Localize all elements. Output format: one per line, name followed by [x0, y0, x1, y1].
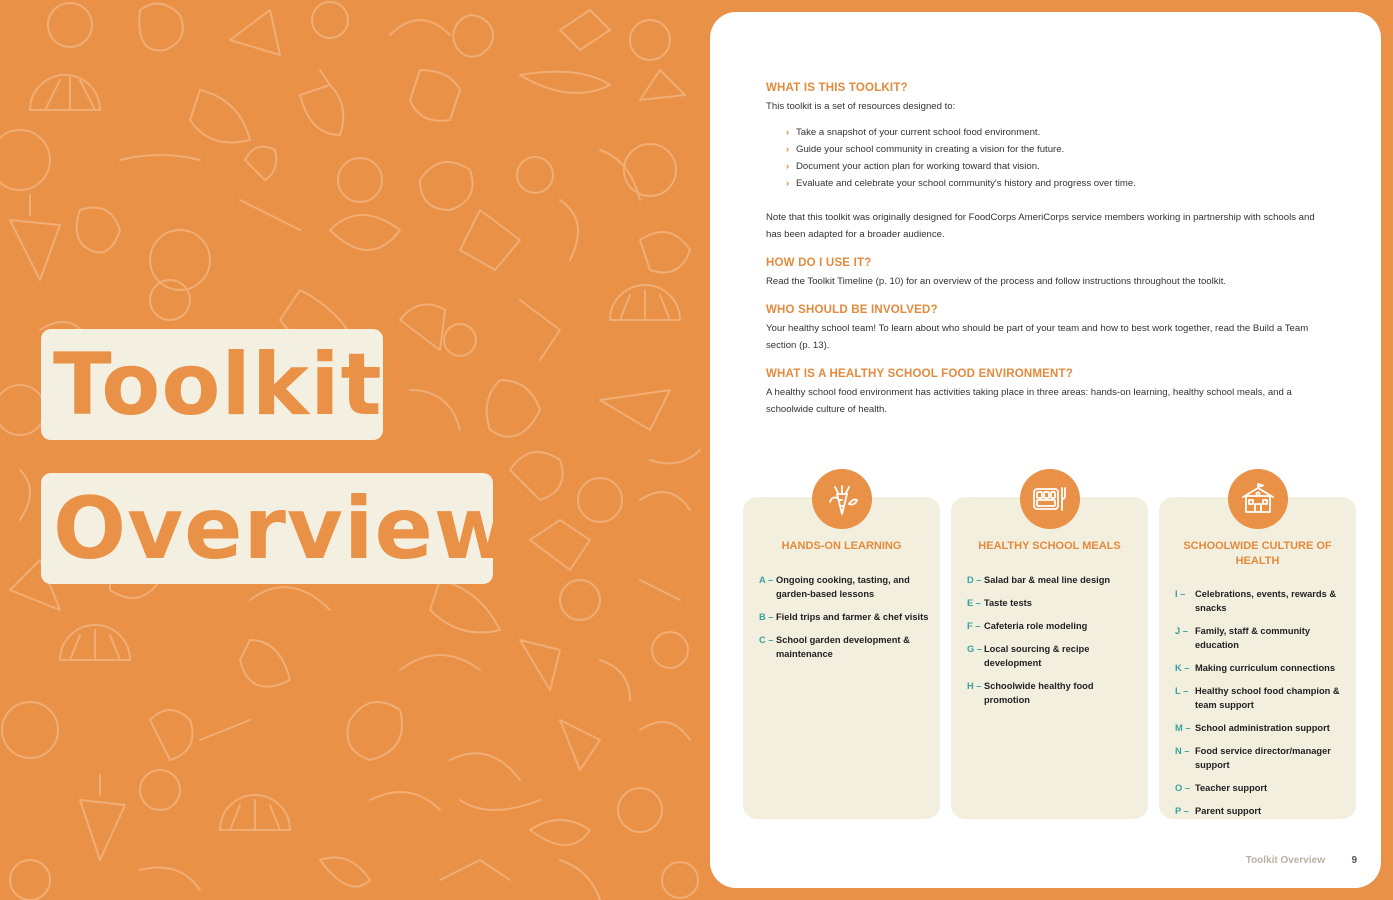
bullet-arrow-icon: ›: [786, 127, 790, 138]
cover-title-line1: Toolkit: [41, 329, 383, 440]
schoolhouse-icon: [1228, 469, 1288, 529]
card-item-list: [967, 573, 1138, 716]
list-item: C – School garden development & maintenance: [759, 635, 910, 659]
section-text-what: This toolkit is a set of resources designed to:: [766, 101, 956, 112]
bullet-item: › Evaluate and celebrate your school community's history and progress over time.: [786, 175, 1318, 192]
section-heading-who: WHO SHOULD BE INVOLVED?: [766, 304, 938, 316]
bullet-arrow-icon: ›: [786, 144, 790, 155]
adaptation-note: Note that this toolkit was originally designed for FoodCorps AmeriCorps service members working in partnership with schools and has been adapted for a broader audience.: [766, 212, 1315, 240]
list-item: M – School administration support: [1175, 723, 1330, 733]
card-title: SCHOOLWIDE CULTURE OF HEALTH: [1183, 540, 1332, 567]
card-title: HEALTHY SCHOOL MEALS: [978, 540, 1121, 552]
list-item: A – Ongoing cooking, tasting, and garden-based lessons: [759, 575, 910, 599]
list-item: D – Salad bar & meal line design: [967, 575, 1111, 585]
lunch-tray-icon: [1020, 469, 1080, 529]
list-item: H – Schoolwide healthy food promotion: [967, 681, 1094, 705]
card-healthy-school-meals: [951, 497, 1148, 819]
list-item: E – Taste tests: [967, 598, 1032, 608]
list-item: I – Celebrations, events, rewards & snacks: [1175, 589, 1337, 613]
purpose-bullet-list: [766, 124, 1318, 192]
page-number: 9: [1351, 855, 1357, 866]
section-heading-what: WHAT IS THIS TOOLKIT?: [766, 82, 908, 94]
list-item: O – Teacher support: [1175, 783, 1268, 793]
carrot-plant-icon: [812, 469, 872, 529]
list-item: K – Making curriculum connections: [1175, 663, 1335, 673]
list-item: J – Family, staff & community education: [1175, 626, 1311, 650]
card-schoolwide-culture: [1159, 497, 1356, 819]
list-item: F – Cafeteria role modeling: [967, 621, 1088, 631]
bullet-item: › Guide your school community in creating a vision for the future.: [786, 141, 1318, 158]
card-hands-on-learning: [743, 497, 940, 819]
intro-text-block: [766, 82, 1318, 418]
content-page: [710, 12, 1381, 888]
section-text-who: Your healthy school team! To learn about who should be part of your team and how to best work together, read the Build a Team section (p. 13).: [766, 323, 1309, 351]
section-text-how: Read the Toolkit Timeline (p. 10) for an overview of the process and follow instructions throughout the toolkit.: [766, 276, 1227, 287]
section-heading-how: HOW DO I USE IT?: [766, 257, 872, 269]
footer-section-label: Toolkit Overview: [1245, 855, 1325, 866]
card-title: HANDS-ON LEARNING: [781, 540, 902, 552]
bullet-item: › Take a snapshot of your current school food environment.: [786, 124, 1318, 141]
list-item: N – Food service director/manager support: [1175, 746, 1331, 770]
list-item: P – Parent support: [1175, 806, 1262, 816]
card-item-list: [1175, 587, 1346, 827]
cover-title-line2: Overview: [41, 473, 493, 584]
section-heading-environment: WHAT IS A HEALTHY SCHOOL FOOD ENVIRONMENT?: [766, 368, 1073, 380]
list-item: L – Healthy school food champion & team support: [1175, 686, 1340, 710]
list-item: G – Local sourcing & recipe development: [967, 644, 1090, 668]
card-item-list: [759, 573, 930, 670]
section-text-environment: A healthy school food environment has activities taking place in three areas: hands-on learning, healthy school meals, and a schoolwide culture of health.: [766, 387, 1292, 415]
list-item: B – Field trips and farmer & chef visits: [759, 612, 929, 622]
bullet-arrow-icon: ›: [786, 161, 790, 172]
bullet-arrow-icon: ›: [786, 178, 790, 189]
bullet-item: › Document your action plan for working toward that vision.: [786, 158, 1318, 175]
